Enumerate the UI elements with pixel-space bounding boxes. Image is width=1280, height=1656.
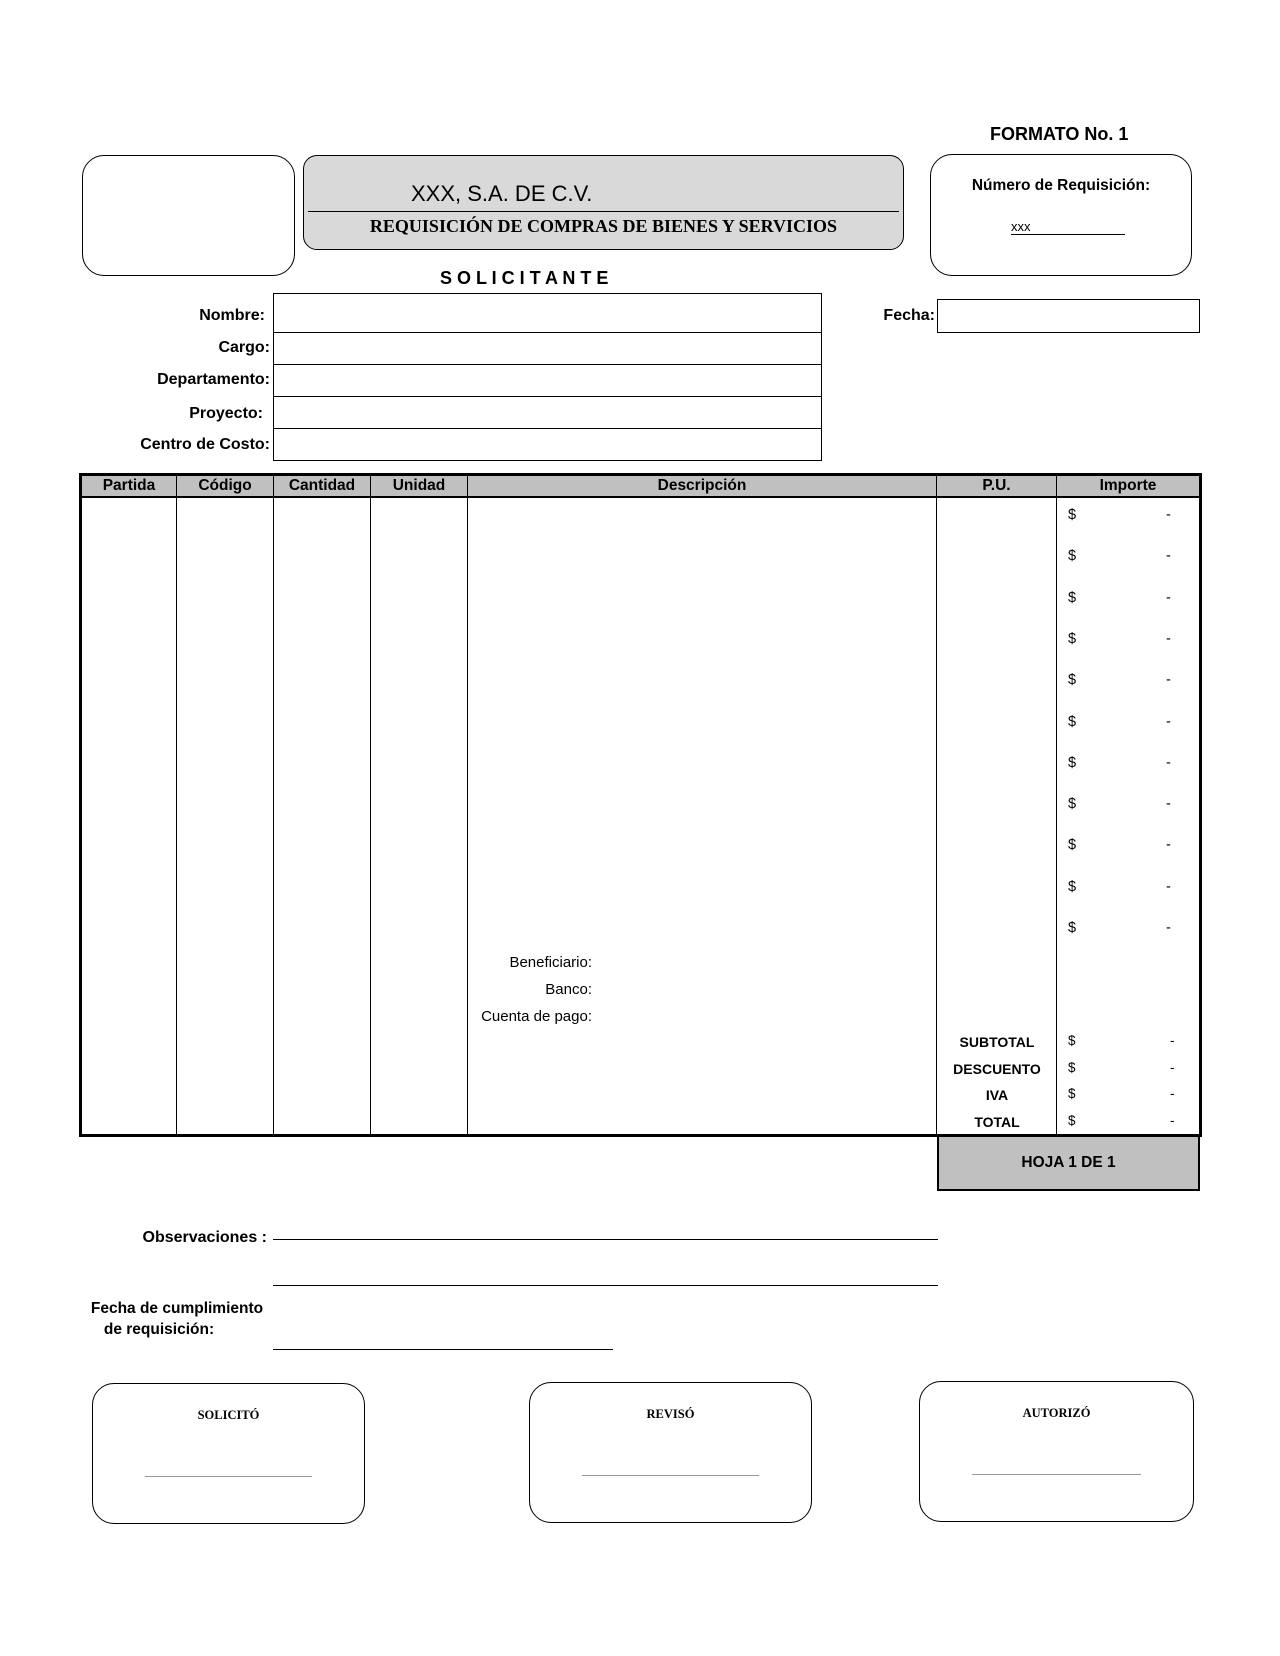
company-header-box (303, 155, 904, 250)
fecha-label: Fecha: (883, 307, 935, 324)
centro-costo-label: Centro de Costo: (140, 436, 270, 453)
total-currency: $ (1068, 1086, 1076, 1101)
importe-currency: $ (1068, 796, 1077, 813)
importe-amount: - (1166, 548, 1171, 565)
col-partida: Partida (81, 475, 177, 498)
importe-currency: $ (1068, 672, 1077, 689)
unidad-cell[interactable] (371, 497, 468, 1136)
signature-reviso-box[interactable] (529, 1382, 812, 1523)
importe-currency: $ (1068, 548, 1077, 565)
signature-solicito-title: SOLICITÓ (197, 1408, 260, 1422)
beneficiario-label: Beneficiario: (509, 954, 592, 971)
requisition-number-value[interactable]: xxx (1011, 219, 1125, 235)
importe-currency: $ (1068, 878, 1077, 895)
importe-currency: $ (1068, 507, 1077, 523)
importe-currency: $ (1068, 630, 1077, 647)
format-label: FORMATO No. 1 (990, 124, 1129, 144)
signature-solicito-line (145, 1476, 312, 1477)
total-currency: $ (1068, 1112, 1076, 1128)
proyecto-label: Proyecto: (189, 405, 263, 422)
company-name: XXX, S.A. DE C.V. (411, 181, 593, 206)
total-label-iva: IVA (985, 1087, 1009, 1103)
importe-amount: - (1166, 837, 1171, 854)
fecha-cumplimiento-label (82, 1298, 272, 1340)
col-importe: Importe (1057, 475, 1201, 498)
total-amount: - (1170, 1112, 1175, 1128)
document-title: REQUISICIÓN DE COMPRAS DE BIENES Y SERVICIOS (369, 216, 838, 236)
departamento-field[interactable] (273, 364, 822, 397)
total-label-subtotal: SUBTOTAL (959, 1034, 1035, 1050)
importe-currency: $ (1068, 589, 1077, 606)
col-unidad: Unidad (371, 475, 468, 498)
importe-amount: - (1166, 713, 1171, 730)
total-amount: - (1170, 1086, 1175, 1101)
total-label-descuento: DESCUENTO (953, 1060, 1041, 1077)
proyecto-field[interactable] (273, 396, 822, 429)
partida-cell[interactable] (81, 497, 177, 1136)
importe-amount: - (1166, 796, 1171, 813)
importe-currency: $ (1068, 754, 1077, 771)
cantidad-cell[interactable] (274, 497, 371, 1136)
importe-amount: - (1166, 630, 1171, 647)
importe-amount: - (1166, 754, 1171, 771)
signature-reviso-line (582, 1475, 759, 1476)
signature-autorizo-line (972, 1474, 1141, 1475)
importe-amount: - (1166, 672, 1171, 689)
solicitante-title: S O L I C I T A N T E (440, 268, 609, 288)
requisition-number-label: Número de Requisición: (971, 177, 1151, 194)
total-amount: - (1170, 1059, 1175, 1075)
banco-label: Banco: (545, 981, 592, 998)
col-descripcion: Descripción (468, 475, 937, 498)
header-divider (308, 211, 899, 212)
fecha-cumplimiento-label-line2: de requisición: (103, 1321, 215, 1338)
importe-amount: - (1166, 589, 1171, 606)
importe-currency: $ (1068, 713, 1077, 730)
col-codigo: Código (177, 475, 274, 498)
requisition-number-box (930, 154, 1192, 276)
logo-box (82, 155, 295, 276)
importe-cell (1057, 497, 1201, 1136)
page-indicator (937, 1135, 1200, 1191)
importe-amount: - (1166, 920, 1171, 936)
cargo-label: Cargo: (218, 339, 270, 356)
importe-currency: $ (1068, 920, 1077, 936)
observaciones-line-2[interactable] (273, 1285, 938, 1286)
nombre-label: Nombre: (199, 307, 265, 324)
cargo-field[interactable] (273, 332, 822, 365)
signature-solicito-box[interactable] (92, 1383, 365, 1524)
signature-reviso-title: REVISÓ (646, 1407, 695, 1421)
fecha-field[interactable] (937, 299, 1200, 333)
codigo-cell[interactable] (177, 497, 274, 1136)
table-header-row (81, 475, 1201, 498)
signature-autorizo-title: AUTORIZÓ (1022, 1406, 1091, 1420)
observaciones-line-1[interactable] (273, 1239, 938, 1240)
fecha-cumplimiento-label-line1: Fecha de cumplimiento (90, 1300, 264, 1317)
signature-autorizo-box[interactable] (919, 1381, 1194, 1522)
total-label-total: TOTAL (974, 1113, 1020, 1130)
cuenta-pago-label: Cuenta de pago: (481, 1008, 592, 1025)
importe-amount: - (1166, 878, 1171, 895)
total-currency: $ (1068, 1059, 1076, 1075)
importe-amount: - (1166, 507, 1171, 523)
total-amount: - (1170, 1033, 1175, 1048)
centro-costo-field[interactable] (273, 428, 822, 461)
importe-currency: $ (1068, 837, 1077, 854)
fecha-cumplimiento-line[interactable] (273, 1349, 613, 1350)
descripcion-cell[interactable] (468, 497, 937, 1136)
total-currency: $ (1068, 1033, 1076, 1048)
nombre-field[interactable] (273, 293, 822, 333)
observaciones-label: Observaciones : (142, 1229, 267, 1246)
col-cantidad: Cantidad (274, 475, 371, 498)
departamento-label: Departamento: (157, 371, 270, 388)
page-indicator-text: HOJA 1 DE 1 (1021, 1154, 1116, 1171)
col-pu: P.U. (937, 475, 1057, 498)
